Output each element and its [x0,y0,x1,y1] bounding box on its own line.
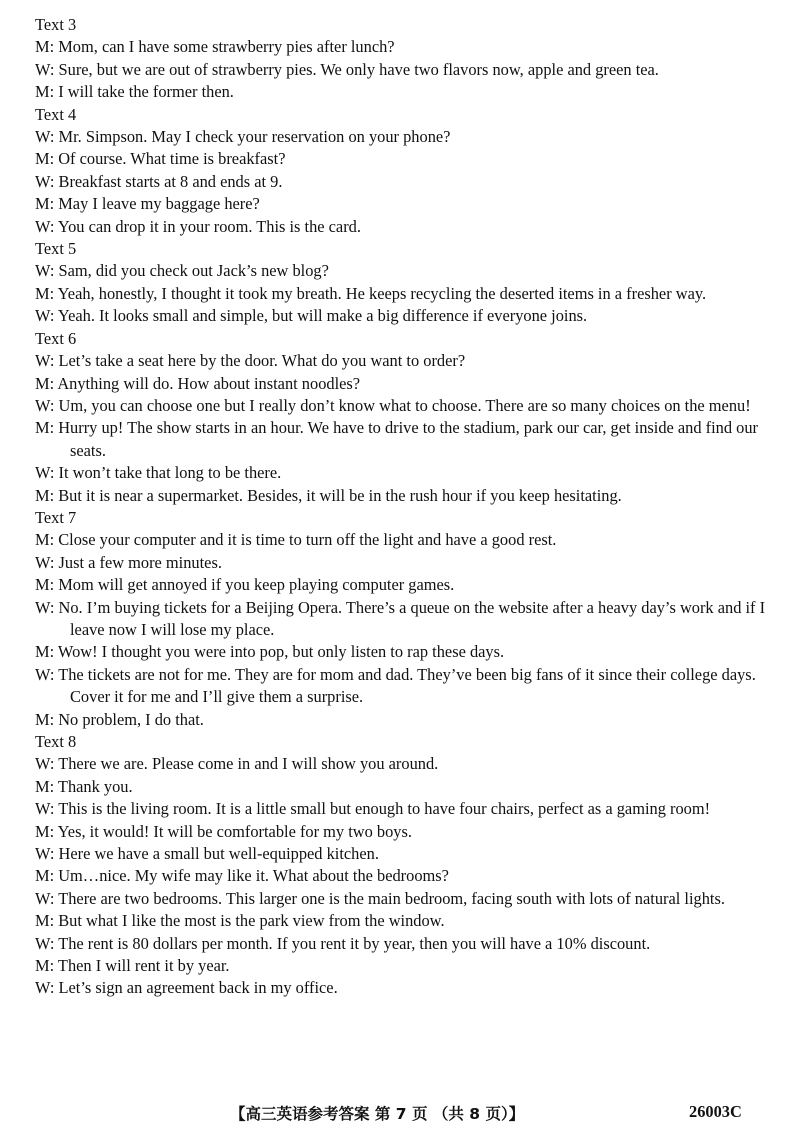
transcript-body [35,14,765,1000]
dialogue-line: M: Hurry up! The show starts in an hour. We have to drive to the stadium, park our car, get inside and find our seats. [35,418,759,460]
page-number-label: 【高三英语参考答案 第 7 页 （共 8 页）】 [230,1105,525,1123]
dialogue-line: W: Breakfast starts at 8 and ends at 9. [35,171,283,191]
dialogue-line: M: Yes, it would! It will be comfortable for my two boys. [35,821,412,841]
page-footer [0,1098,800,1126]
dialogue-line: M: But what I like the most is the park view from the window. [35,911,445,931]
dialogue-line: W: No. I’m buying tickets for a Beijing Opera. There’s a queue on the website after a heavy day’s work and if I leave now I will lose my place. [35,597,766,639]
dialogue-line: W: Yeah. It looks small and simple, but will make a big difference if everyone joins. [35,306,588,326]
dialogue-line: W: Just a few more minutes. [35,552,222,572]
dialogue-section [35,238,765,328]
dialogue-line: M: May I leave my baggage here? [35,194,260,214]
dialogue-line: M: No problem, I do that. [35,709,204,729]
dialogue-section [35,507,765,731]
dialogue-line: W: There are two bedrooms. This larger one is the main bedroom, facing south with lots of natural lights. [35,888,725,908]
dialogue-line: M: Of course. What time is breakfast? [35,149,286,169]
dialogue-line: W: Mr. Simpson. May I check your reservation on your phone? [35,127,451,147]
dialogue-line: M: Thank you. [35,776,133,796]
dialogue-line: W: The tickets are not for me. They are for mom and dad. They’ve been big fans of it since their college days. Cover it for me and I’ll give them a surprise. [35,664,756,707]
dialogue-line: W: There we are. Please come in and I will show you around. [35,754,439,774]
dialogue-section [35,731,765,1000]
dialogue-line: M: Um…nice. My wife may like it. What about the bedrooms? [35,866,449,886]
dialogue-line: M: Mom, can I have some strawberry pies after lunch? [35,37,395,57]
dialogue-line: W: Sure, but we are out of strawberry pies. We only have two flavors now, apple and green tea. [35,59,659,79]
dialogue-line: M: Then I will rent it by year. [35,956,230,976]
dialogue-section [35,104,765,238]
dialogue-line: W: Let’s sign an agreement back in my office. [35,978,338,998]
dialogue-line: M: Yeah, honestly, I thought it took my breath. He keeps recycling the deserted items in a fresher way. [35,283,707,303]
dialogue-line: M: Anything will do. How about instant noodles? [35,373,361,393]
section-heading: Text 7 [35,507,77,527]
dialogue-line: M: Close your computer and it is time to turn off the light and have a good rest. [35,530,557,550]
section-heading: Text 3 [35,15,77,34]
dialogue-line: W: The rent is 80 dollars per month. If you rent it by year, then you will have a 10% discount. [35,933,651,953]
dialogue-line: W: This is the living room. It is a little small but enough to have four chairs, perfect as a gaming room! [35,799,711,819]
dialogue-line: M: Mom will get annoyed if you keep playing computer games. [35,575,455,595]
section-heading: Text 5 [35,239,77,259]
dialogue-line: M: But it is near a supermarket. Besides, it will be in the rush hour if you keep hesitating. [35,485,622,505]
dialogue-line: W: You can drop it in your room. This is the card. [35,216,361,236]
dialogue-section [35,328,765,507]
dialogue-line: M: I will take the former then. [35,82,234,102]
section-heading: Text 6 [35,328,77,348]
dialogue-line: W: Um, you can choose one but I really don’t know what to choose. There are so many choices on the menu! [35,395,751,415]
dialogue-section [35,14,765,104]
section-heading: Text 8 [35,732,77,751]
dialogue-line: W: Sam, did you check out Jack’s new blog? [35,261,329,281]
dialogue-line: M: Wow! I thought you were into pop, but only listen to rap these days. [35,642,505,662]
dialogue-line: W: It won’t take that long to be there. [35,463,282,483]
document-code: 26003C [689,1102,742,1121]
section-heading: Text 4 [35,104,77,124]
dialogue-line: W: Here we have a small but well-equipped kitchen. [35,844,379,864]
dialogue-line: W: Let’s take a seat here by the door. What do you want to order? [35,351,466,371]
